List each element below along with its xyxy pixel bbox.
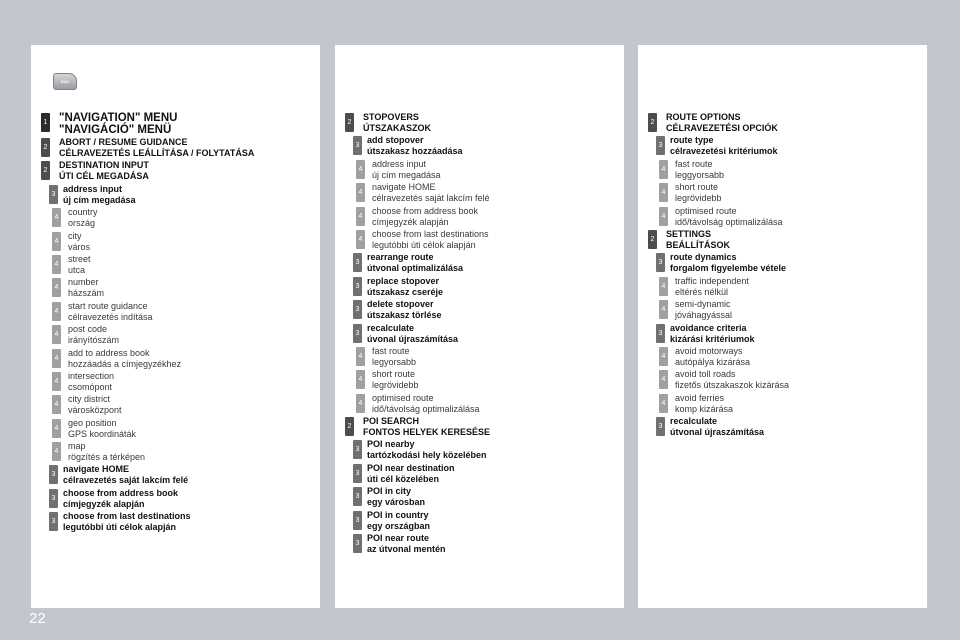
- manual-column-3: [638, 45, 927, 608]
- level-badge: 4: [659, 207, 668, 226]
- entry-label-hungarian: forgalom figyelembe vétele: [670, 263, 787, 274]
- entry-text: [41, 207, 316, 229]
- entry-label-hungarian: CÉLRAVEZETÉSI OPCIÓK: [666, 123, 778, 133]
- entry-label-hungarian: új cím megadása: [63, 194, 136, 205]
- menu-tree: [345, 111, 620, 555]
- entry-label-english: delete stopover: [367, 299, 434, 310]
- menu-entry-level-3: [345, 134, 620, 157]
- entry-text: [648, 182, 923, 204]
- menu-entry-level-3: [345, 322, 620, 345]
- entry-text: [41, 464, 316, 486]
- menu-entry-level-3: [41, 510, 316, 533]
- entry-text: [648, 229, 923, 251]
- entry-text: [648, 299, 923, 321]
- menu-entry-level-4: [41, 323, 316, 346]
- entry-label-english: choose from address book: [63, 487, 179, 498]
- entry-text: [345, 323, 620, 345]
- entry-label-english: semi-dynamic: [675, 299, 731, 310]
- level-badge: 3: [353, 511, 362, 530]
- level-badge: 4: [659, 370, 668, 389]
- entry-label-english: optimised route: [372, 392, 434, 403]
- level-badge: 3: [656, 324, 665, 343]
- entry-label-hungarian: útszakasz cseréje: [367, 286, 444, 297]
- entry-label-hungarian: az útvonal mentén: [367, 544, 446, 555]
- level-badge: 2: [648, 113, 657, 132]
- page-number: 22: [29, 610, 46, 627]
- menu-entry-level-2: [648, 111, 923, 134]
- menu-entry-level-2: [41, 159, 316, 182]
- entry-text: [41, 418, 316, 440]
- entry-label-english: optimised route: [675, 205, 737, 216]
- level-badge: 4: [356, 370, 365, 389]
- menu-entry-level-4: [648, 368, 923, 391]
- entry-label-english: choose from address book: [372, 205, 479, 216]
- level-badge: 4: [52, 372, 61, 391]
- menu-entry-level-4: [41, 300, 316, 323]
- menu-entry-level-3: [648, 134, 923, 157]
- menu-entry-level-4: [345, 205, 620, 228]
- entry-label-hungarian: célravezetés saját lakcím felé: [372, 193, 490, 204]
- menu-entry-level-4: [345, 158, 620, 181]
- manual-column-1: [31, 45, 320, 608]
- entry-label-hungarian: utca: [68, 264, 86, 275]
- menu-entry-level-4: [345, 228, 620, 251]
- entry-label-hungarian: FONTOS HELYEK KERESÉSE: [363, 427, 491, 438]
- menu-entry-level-3: [648, 415, 923, 438]
- menu-entry-level-4: [41, 393, 316, 416]
- entry-label-english: city district: [68, 394, 111, 405]
- entry-label-hungarian: egy országban: [367, 520, 431, 531]
- level-badge: 4: [52, 255, 61, 274]
- menu-entry-level-2: [648, 228, 923, 251]
- menu-entry-level-3: [345, 251, 620, 274]
- level-badge: 3: [49, 185, 58, 204]
- menu-entry-level-3: [345, 462, 620, 485]
- entry-text: [345, 463, 620, 485]
- entry-label-english: number: [68, 277, 99, 288]
- entry-text: [41, 231, 316, 253]
- menu-entry-level-4: [345, 368, 620, 391]
- level-badge: 4: [659, 300, 668, 319]
- entry-label-english: route type: [670, 135, 714, 146]
- menu-entry-level-3: [345, 509, 620, 532]
- entry-label-english: avoid toll roads: [675, 369, 736, 380]
- menu-entry-level-4: [345, 345, 620, 368]
- entry-label-hungarian: ország: [68, 218, 96, 229]
- entry-label-english: short route: [372, 369, 416, 380]
- entry-label-english: choose from last destinations: [63, 511, 191, 522]
- entry-label-hungarian: leggyorsabb: [675, 169, 725, 180]
- level-badge: 4: [356, 230, 365, 249]
- menu-entry-level-3: [345, 532, 620, 555]
- menu-entry-level-1: [41, 111, 316, 136]
- level-badge: 4: [52, 278, 61, 297]
- entry-label-hungarian: címjegyzék alapján: [63, 498, 145, 509]
- level-badge: 4: [52, 419, 61, 438]
- entry-label-hungarian: csomópont: [68, 381, 113, 392]
- level-badge: 3: [353, 277, 362, 296]
- entry-label-hungarian: GPS koordináták: [68, 428, 137, 439]
- menu-entry-level-4: [648, 205, 923, 228]
- menu-entry-level-3: [345, 298, 620, 321]
- entry-text: [41, 394, 316, 416]
- entry-label-hungarian: legyorsabb: [372, 356, 417, 367]
- menu-entry-level-4: [648, 158, 923, 181]
- entry-label-english: avoid ferries: [675, 392, 725, 403]
- entry-label-english: geo position: [68, 417, 117, 428]
- entry-text: [41, 371, 316, 393]
- entry-label-hungarian: célravezetési kritériumok: [670, 146, 778, 157]
- entry-text: [648, 252, 923, 274]
- entry-label-english: address input: [372, 158, 427, 169]
- level-badge: 4: [356, 207, 365, 226]
- level-badge: 3: [353, 487, 362, 506]
- entry-label-hungarian: egy városban: [367, 497, 426, 508]
- level-badge: 3: [353, 253, 362, 272]
- entry-text: [648, 416, 923, 438]
- entry-label-hungarian: CÉLRAVEZETÉS LEÁLLÍTÁSA / FOLYTATÁSA: [59, 148, 255, 158]
- entry-text: [345, 510, 620, 532]
- menu-entry-level-4: [345, 392, 620, 415]
- entry-text: [41, 112, 316, 136]
- entry-label-english: add stopover: [367, 135, 424, 146]
- entry-label-hungarian: autópálya kizárása: [675, 356, 751, 367]
- level-badge: 1: [41, 113, 50, 132]
- entry-label-hungarian: jóváhagyással: [675, 310, 733, 321]
- menu-entry-level-3: [345, 485, 620, 508]
- entry-text: [41, 441, 316, 463]
- menu-entry-level-3: [41, 487, 316, 510]
- entry-label-hungarian: irányítószám: [68, 335, 120, 346]
- entry-text: [345, 416, 620, 438]
- entry-label-english: STOPOVERS: [363, 112, 419, 122]
- menu-entry-level-2: [345, 111, 620, 134]
- menu-entry-level-4: [41, 206, 316, 229]
- entry-label-hungarian: rögzítés a térképen: [68, 452, 146, 463]
- level-badge: 3: [656, 417, 665, 436]
- level-badge: 2: [345, 113, 354, 132]
- entry-text: [648, 369, 923, 391]
- entry-label-english: street: [68, 253, 91, 264]
- entry-label-hungarian: hozzáadás a címjegyzékhez: [68, 358, 182, 369]
- level-badge: 3: [353, 324, 362, 343]
- entry-label-hungarian: BEÁLLÍTÁSOK: [666, 239, 730, 250]
- menu-entry-level-2: [41, 136, 316, 159]
- entry-label-hungarian: útvonal optimalizálása: [367, 263, 464, 274]
- entry-label-hungarian: város: [68, 241, 91, 252]
- entry-label-hungarian: városközpont: [68, 405, 122, 416]
- menu-entry-level-4: [41, 370, 316, 393]
- level-badge: 3: [49, 512, 58, 531]
- menu-entry-level-4: [648, 298, 923, 321]
- entry-text: [648, 393, 923, 415]
- level-badge: 4: [659, 347, 668, 366]
- level-badge: 4: [52, 395, 61, 414]
- entry-text: [345, 299, 620, 321]
- entry-label-hungarian: úti cél közelében: [367, 473, 440, 484]
- entry-text: [41, 324, 316, 346]
- entry-label-hungarian: fizetős útszakaszok kizárása: [675, 380, 790, 391]
- entry-text: [345, 135, 620, 157]
- level-badge: 4: [52, 442, 61, 461]
- level-badge: 4: [356, 183, 365, 202]
- entry-label-english: start route guidance: [68, 300, 148, 311]
- level-badge: 2: [41, 138, 50, 157]
- entry-label-english: recalculate: [670, 416, 718, 427]
- entry-label-hungarian: ÚTI CÉL MEGADÁSA: [59, 171, 149, 182]
- entry-text: [41, 301, 316, 323]
- entry-label-english: fast route: [675, 158, 713, 169]
- entry-text: [345, 252, 620, 274]
- entry-label-english: short route: [675, 182, 719, 193]
- level-badge: 3: [353, 440, 362, 459]
- entry-label-english: POI nearby: [367, 439, 415, 450]
- entry-label-hungarian: útszakasz hozzáadása: [367, 146, 463, 157]
- entry-label-english: POI near route: [367, 533, 430, 544]
- level-badge: 3: [656, 136, 665, 155]
- entry-text: [41, 277, 316, 299]
- level-badge: 2: [41, 161, 50, 180]
- level-badge: 3: [353, 534, 362, 553]
- entry-label-hungarian: legutóbbi úti célok alapján: [63, 522, 177, 533]
- entry-text: [345, 159, 620, 181]
- entry-label-english: navigate HOME: [372, 182, 436, 193]
- menu-entry-level-4: [648, 345, 923, 368]
- level-badge: 3: [49, 489, 58, 508]
- entry-label-hungarian: legrövidebb: [372, 380, 419, 391]
- entry-label-hungarian: tartózkodási hely közelében: [367, 450, 487, 461]
- entry-text: [648, 135, 923, 157]
- entry-text: [648, 346, 923, 368]
- entry-text: [345, 486, 620, 508]
- entry-text: [345, 206, 620, 228]
- entry-label-hungarian: útvonal újraszámítása: [670, 427, 765, 438]
- manual-column-2: [335, 45, 624, 608]
- entry-label-hungarian: célravezetés saját lakcím felé: [63, 475, 189, 486]
- level-badge: 4: [52, 208, 61, 227]
- level-badge: 4: [659, 160, 668, 179]
- entry-label-english: avoid motorways: [675, 345, 743, 356]
- menu-entry-level-4: [41, 440, 316, 463]
- menu-entry-level-3: [345, 275, 620, 298]
- entry-text: [648, 159, 923, 181]
- level-badge: 4: [356, 394, 365, 413]
- entry-text: [345, 439, 620, 461]
- entry-label-hungarian: címjegyzék alapján: [372, 216, 449, 227]
- level-badge: 2: [648, 230, 657, 249]
- entry-label-english: "NAVIGATION" MENU: [59, 112, 178, 124]
- entry-label-english: SETTINGS: [666, 228, 712, 239]
- entry-text: [648, 276, 923, 298]
- entry-label-hungarian: idő/távolság optimalizálása: [675, 216, 783, 227]
- entry-label-english: ABORT / RESUME GUIDANCE: [59, 137, 188, 147]
- entry-label-hungarian: eltérés nélkül: [675, 286, 729, 297]
- entry-label-english: intersection: [68, 370, 115, 381]
- entry-label-english: add to address book: [68, 347, 150, 358]
- entry-label-english: post code: [68, 324, 108, 335]
- entry-label-hungarian: házszám: [68, 288, 105, 299]
- entry-text: [648, 112, 923, 134]
- entry-text: [345, 393, 620, 415]
- level-badge: 4: [356, 160, 365, 179]
- level-badge: 4: [659, 394, 668, 413]
- menu-entry-level-4: [41, 276, 316, 299]
- entry-label-hungarian: legrövidebb: [675, 193, 722, 204]
- entry-label-hungarian: új cím megadása: [372, 169, 441, 180]
- entry-label-english: traffic independent: [675, 275, 749, 286]
- menu-tree: [648, 111, 923, 438]
- menu-entry-level-4: [41, 417, 316, 440]
- menu-entry-level-4: [648, 275, 923, 298]
- level-badge: 4: [356, 347, 365, 366]
- nav-button-icon: NAV: [53, 73, 77, 90]
- entry-label-hungarian: komp kizárása: [675, 403, 734, 414]
- menu-entry-level-3: [648, 322, 923, 345]
- menu-entry-level-4: [648, 392, 923, 415]
- entry-text: [41, 160, 316, 182]
- menu-entry-level-2: [345, 415, 620, 438]
- entry-text: [41, 348, 316, 370]
- entry-label-english: address input: [63, 183, 123, 194]
- level-badge: 4: [52, 302, 61, 321]
- entry-label-english: POI SEARCH: [363, 416, 420, 427]
- menu-entry-level-3: [41, 183, 316, 206]
- entry-label-hungarian: kizárási kritériumok: [670, 333, 755, 344]
- entry-text: [648, 323, 923, 345]
- menu-entry-level-4: [41, 230, 316, 253]
- menu-entry-level-4: [41, 253, 316, 276]
- entry-label-hungarian: idő/távolság optimalizálása: [372, 403, 480, 414]
- menu-entry-level-3: [648, 251, 923, 274]
- menu-entry-level-3: [41, 463, 316, 486]
- entry-text: [41, 137, 316, 159]
- entry-label-english: replace stopover: [367, 275, 440, 286]
- entry-label-english: map: [68, 441, 86, 452]
- menu-entry-level-4: [648, 181, 923, 204]
- entry-label-english: country: [68, 207, 98, 218]
- entry-label-english: rearrange route: [367, 252, 434, 263]
- entry-text: [345, 112, 620, 134]
- entry-label-english: navigate HOME: [63, 464, 130, 475]
- level-badge: 2: [345, 417, 354, 436]
- menu-entry-level-4: [41, 347, 316, 370]
- entry-label-english: fast route: [372, 345, 410, 356]
- entry-label-english: POI in city: [367, 486, 412, 497]
- entry-label-english: DESTINATION INPUT: [59, 160, 149, 171]
- level-badge: 3: [353, 300, 362, 319]
- entry-text: [345, 229, 620, 251]
- menu-tree: [41, 111, 316, 534]
- entry-text: [345, 369, 620, 391]
- entry-text: [41, 254, 316, 276]
- entry-text: [345, 182, 620, 204]
- entry-text: [345, 276, 620, 298]
- entry-label-english: POI in country: [367, 509, 429, 520]
- level-badge: 4: [52, 232, 61, 251]
- entry-text: [648, 206, 923, 228]
- entry-label-english: POI near destination: [367, 462, 455, 473]
- level-badge: 3: [49, 465, 58, 484]
- entry-label-hungarian: legutóbbi úti célok alapján: [372, 239, 476, 250]
- entry-label-english: choose from last destinations: [372, 228, 489, 239]
- level-badge: 3: [656, 253, 665, 272]
- entry-text: [345, 346, 620, 368]
- entry-label-english: ROUTE OPTIONS: [666, 112, 741, 122]
- entry-label-hungarian: "NAVIGÁCIÓ" MENÜ: [59, 124, 172, 136]
- entry-text: [345, 533, 620, 555]
- entry-label-english: city: [68, 230, 82, 241]
- level-badge: 4: [52, 325, 61, 344]
- entry-label-hungarian: útszakasz törlése: [367, 310, 442, 321]
- entry-label-hungarian: úvonal újraszámítása: [367, 333, 459, 344]
- entry-label-english: route dynamics: [670, 252, 737, 263]
- entry-text: [41, 511, 316, 533]
- entry-label-english: avoidance criteria: [670, 322, 747, 333]
- entry-text: [41, 184, 316, 206]
- menu-entry-level-4: [345, 181, 620, 204]
- menu-entry-level-3: [345, 438, 620, 461]
- level-badge: 4: [659, 277, 668, 296]
- level-badge: 4: [659, 183, 668, 202]
- level-badge: 3: [353, 136, 362, 155]
- entry-text: [41, 488, 316, 510]
- level-badge: 4: [52, 349, 61, 368]
- entry-label-hungarian: ÚTSZAKASZOK: [363, 123, 431, 133]
- entry-label-hungarian: célravezetés indítása: [68, 311, 153, 322]
- entry-label-english: recalculate: [367, 322, 415, 333]
- level-badge: 3: [353, 464, 362, 483]
